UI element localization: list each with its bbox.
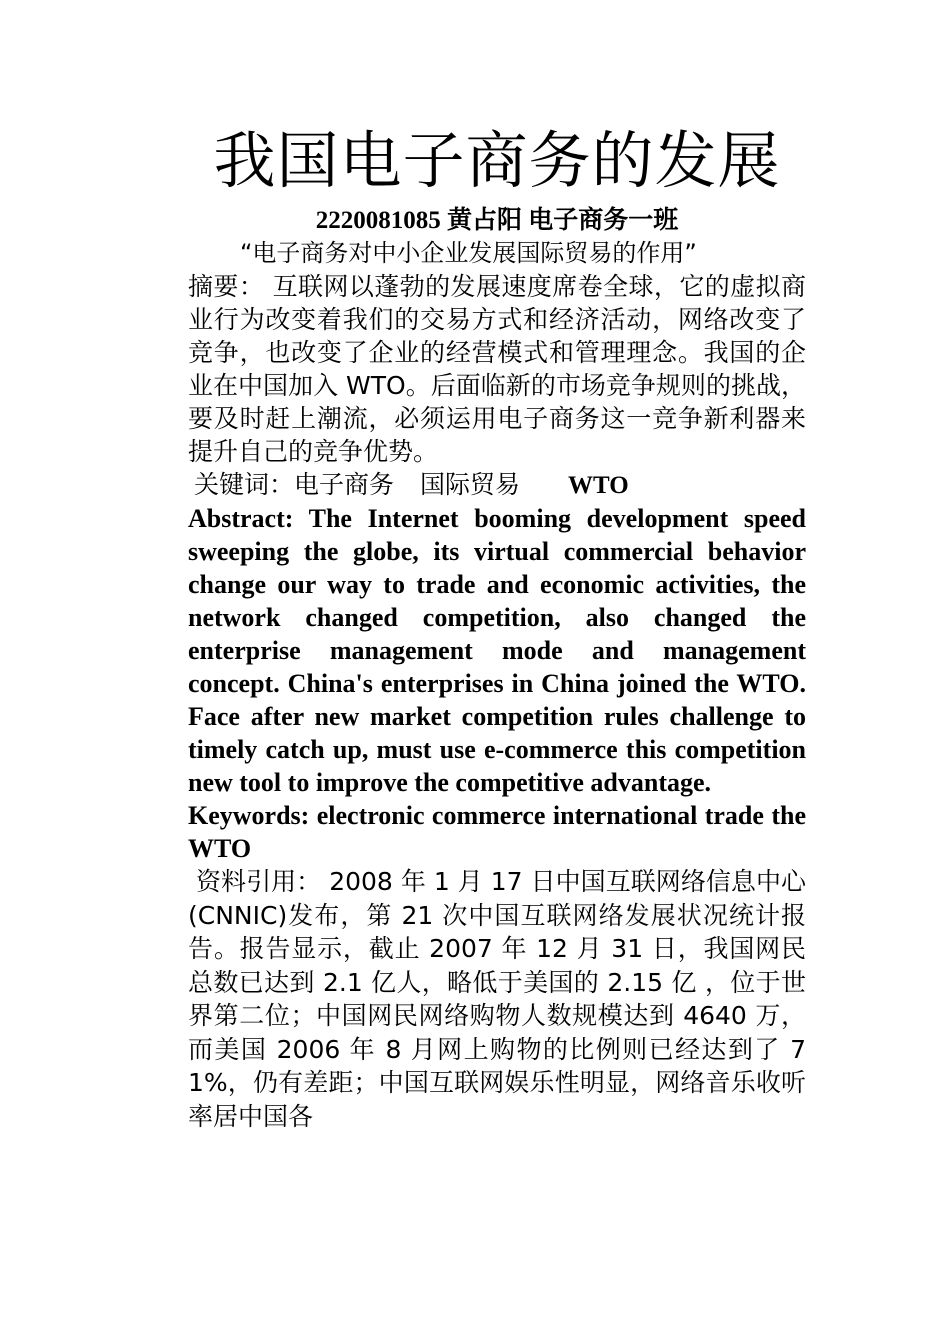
abstract-cn-label: 摘要： <box>188 272 265 301</box>
keywords-cn-label: 关键词： <box>194 470 295 499</box>
abstract-cn-text: 互联网以蓬勃的发展速度席卷全球，它的虚拟商业行为改变着我们的交易方式和经济活动，网络改变了竞争，也改变了企业的经营模式和管理理念。我国的企业在中国加入 WTO。后面临新的市场竞争规则的挑战，要及时赶上潮流，必须运用电子商务这一竞争新利器来提升自己的竞争优势。 <box>188 272 806 466</box>
author-line: 2220081085 黄占阳 电子商务一班 <box>315 207 679 234</box>
abstract-cn <box>188 270 806 468</box>
document-title: 我国电子商务的发展 <box>213 124 781 197</box>
keyword-item: 电子商务 <box>294 470 395 499</box>
keywords-en: Keywords: electronic commerce international trade the WTO <box>188 801 806 863</box>
keywords-cn <box>188 468 806 502</box>
reference-label: 资料引用： <box>196 867 322 896</box>
keyword-item: WTO <box>568 472 629 499</box>
keyword-item: 国际贸易 <box>420 470 521 499</box>
reference-text: 2008 年 1 月 17 日中国互联网络信息中心(CNNIC)发布，第 21 次中国互联网络发展状况统计报告。报告显示，截止 2007 年 12 月 31 日，我国网民总数已达到 2.1 亿人，略低于美国的 2.15 亿 ，位于世界第二位；中国网民网络购物人数规模达到 4640 万，而美国 2006 年 8 月网上购物的比例则已经达到了 71%，仍有差距；中国互联网娱乐性明显，网络音乐收听率居中国各 <box>188 867 806 1131</box>
reference-paragraph <box>188 865 806 1133</box>
document-page <box>188 118 806 1133</box>
document-subtitle: “电子商务对中小企业发展国际贸易的作用” <box>240 239 697 267</box>
abstract-en: Abstract: The Internet booming development speed sweeping the globe, its virtual commercial behavior change our way to trade and economic activities, the network changed competition, also changed the enterprise management mode and management concept. China's enterprises in China joined the WTO. Face after new market competition rules challenge to timely catch up, must use e-commerce this competition new tool to improve the competitive advantage. <box>188 504 806 797</box>
